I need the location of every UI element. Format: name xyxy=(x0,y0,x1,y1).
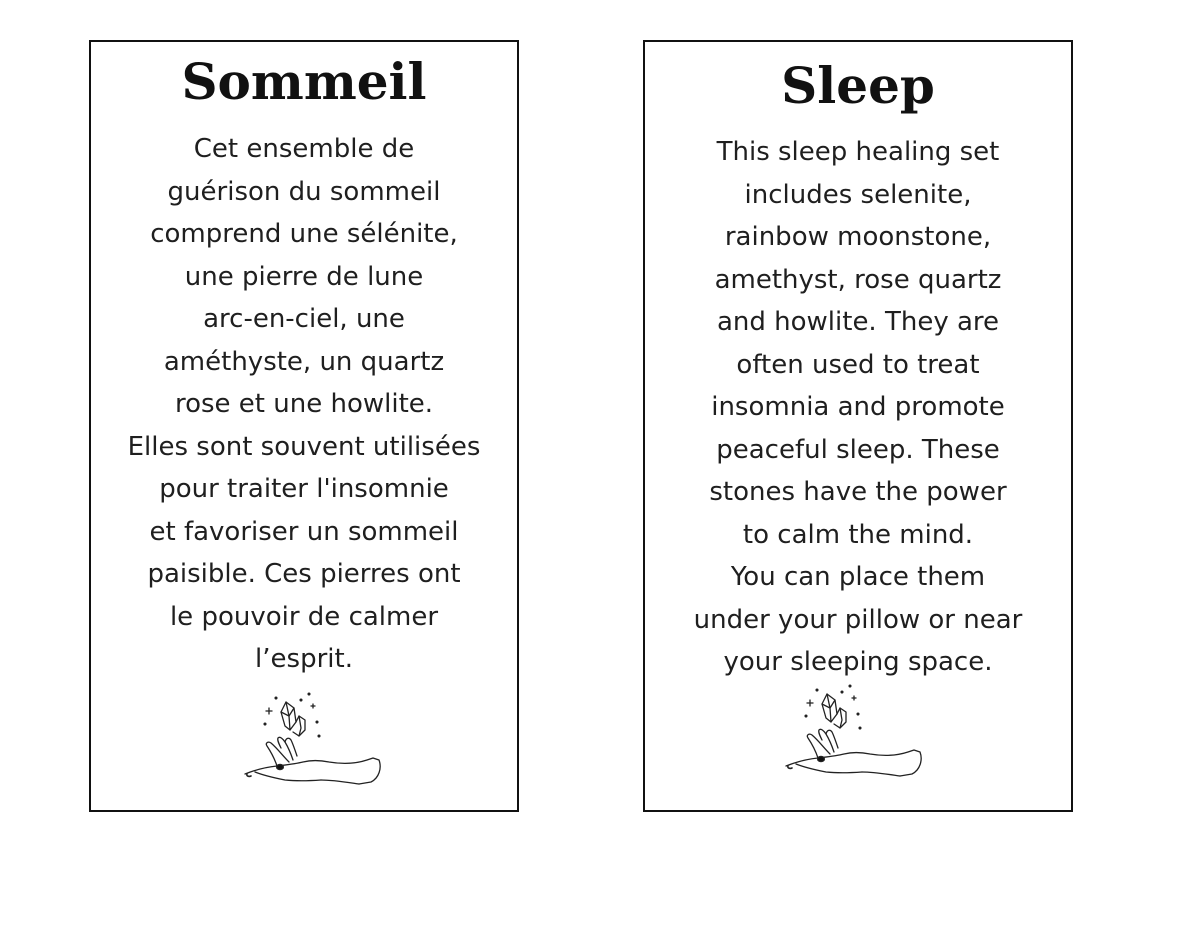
body-line: guérison du sommeil xyxy=(167,176,441,207)
body-line: l’esprit. xyxy=(255,644,353,674)
body-line: This sleep healing set xyxy=(716,137,1000,167)
card-title: Sommeil xyxy=(181,52,427,111)
body-line: your sleeping space. xyxy=(723,647,993,677)
card-english xyxy=(643,40,1073,812)
card-body xyxy=(645,131,1071,684)
body-line: une pierre de lune xyxy=(184,261,424,292)
body-line: Elles sont souvent utilisées xyxy=(127,431,481,462)
body-line: includes selenite, xyxy=(744,179,972,210)
body-line: and howlite. They are xyxy=(716,307,1000,337)
body-line: améthyste, un quartz xyxy=(163,346,445,377)
body-line: paisible. Ces pierres ont xyxy=(147,559,461,589)
card-title: Sleep xyxy=(781,56,935,115)
hand-with-crystals-icon xyxy=(241,690,391,785)
hand-with-crystals-icon xyxy=(782,682,932,777)
body-line: You can place them xyxy=(730,562,986,592)
body-line: insomnia and promote xyxy=(711,392,1005,422)
body-line: often used to treat xyxy=(736,349,980,380)
body-line: Cet ensemble de xyxy=(193,134,415,164)
card-french xyxy=(89,40,519,812)
body-line: et favoriser un sommeil xyxy=(149,516,459,547)
body-line: under your pillow or near xyxy=(693,604,1023,635)
body-line: stones have the power xyxy=(709,477,1007,507)
body-line: to calm the mind. xyxy=(742,519,974,550)
body-line: le pouvoir de calmer xyxy=(169,601,439,632)
body-line: amethyst, rose quartz xyxy=(714,264,1002,295)
body-line: rainbow moonstone, xyxy=(724,222,992,252)
body-line: comprend une sélénite, xyxy=(150,219,458,249)
body-line: arc-en-ciel, une xyxy=(203,304,405,334)
body-line: pour traiter l'insomnie xyxy=(159,474,449,504)
body-line: rose et une howlite. xyxy=(174,389,434,419)
body-line: peaceful sleep. These xyxy=(716,434,1000,465)
card-body xyxy=(91,128,517,681)
